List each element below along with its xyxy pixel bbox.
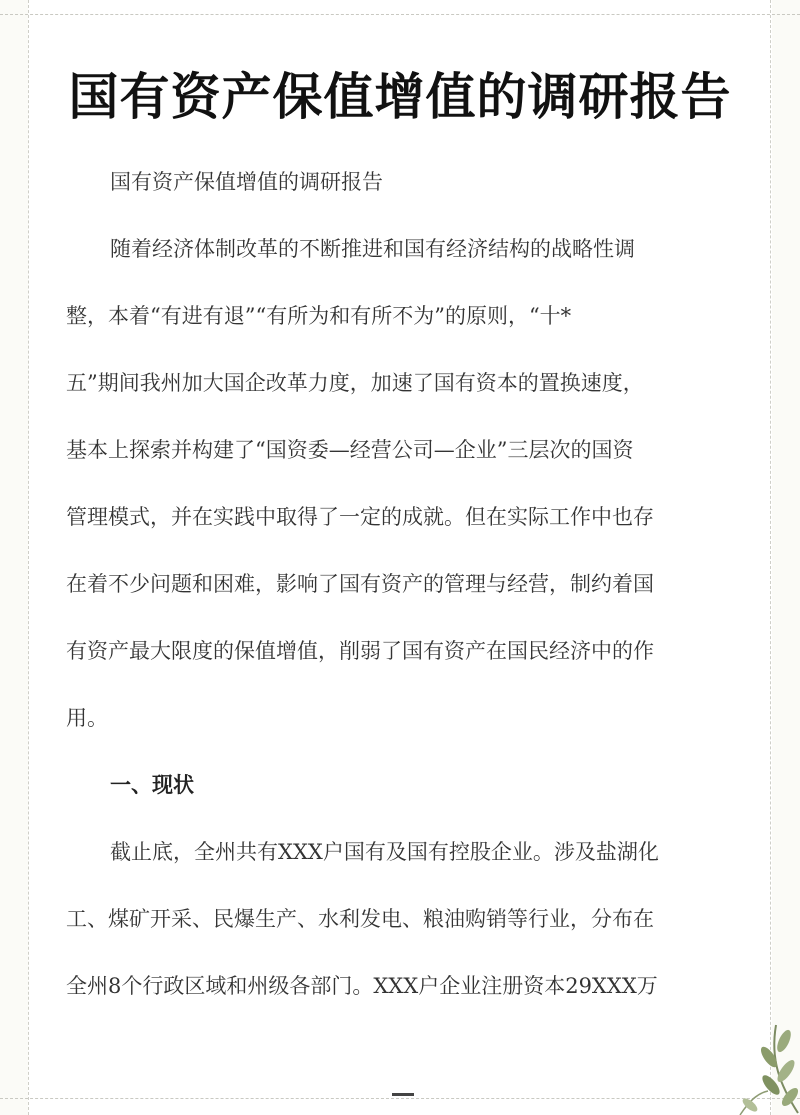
paragraph-line: 五”期间我州加大国企改革力度，加速了国有资本的置换速度， — [66, 371, 644, 395]
paragraph-line: 管理模式，并在实践中取得了一定的成就。但在实际工作中也存 — [66, 505, 654, 529]
frame-border-top — [0, 14, 800, 15]
paragraph-line: 有资产最大限度的保值增值，削弱了国有资产在国民经济中的作 — [66, 639, 654, 663]
paragraph-line: 用。 — [66, 706, 108, 730]
frame-border-left — [28, 0, 29, 1115]
document-title: 国有资产保值增值的调研报告 — [68, 68, 732, 126]
paragraph-line: 全州8个行政区域和州级各部门。XXX户企业注册资本29XXX万 — [66, 974, 658, 998]
subtitle-line: 国有资产保值增值的调研报告 — [110, 170, 383, 194]
leaf-decoration-icon — [680, 1005, 800, 1115]
section-heading: 一、现状 — [110, 773, 194, 797]
paragraph-line: 基本上探索并构建了“国资委—经营公司—企业”三层次的国资 — [66, 438, 634, 462]
paragraph-line: 工、煤矿开采、民爆生产、水利发电、粮油购销等行业，分布在 — [66, 907, 654, 931]
paragraph-line: 在着不少问题和困难，影响了国有资产的管理与经营，制约着国 — [66, 572, 654, 596]
page-bottom-mark — [392, 1093, 414, 1096]
frame-border-right — [770, 0, 771, 1115]
paragraph-line: 整，本着“有进有退”“有所为和有所不为”的原则，“十* — [66, 304, 572, 328]
document-body — [66, 160, 726, 1031]
paragraph-line: 随着经济体制改革的不断推进和国有经济结构的战略性调 — [110, 237, 635, 261]
paragraph-line: 截止底，全州共有XXX户国有及国有控股企业。涉及盐湖化 — [110, 840, 659, 864]
